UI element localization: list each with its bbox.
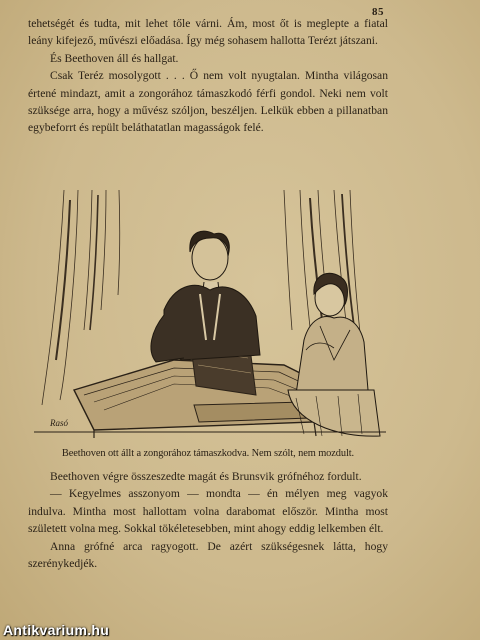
paragraph: Csak Teréz mosolygott . . . Ő nem volt nyugtalan. Mintha világosan értené mindazt, amit a zongorához támaszkodó férfi gondol. Neki nem volt szüksége arra, hogy a művész szóljon, beszéljen. Lelkük ebben a pillanatban egybeforrt és repült beláthatatlan magasságok felé.: [28, 69, 388, 135]
paragraph: És Beethoven áll és hallgat.: [50, 51, 179, 65]
bottom-text-block: [28, 468, 388, 572]
paragraph: tehetségét és tudta, mit lehet tőle várni. Ám, most őt is meglepte a fiatal leány kifejező, művészi előadása. Így még sohasem hallotta Terézt játszani.: [28, 17, 388, 48]
paragraph: Beethoven végre összeszedte magát és Brunsvik grófnéhoz fordult.: [50, 470, 362, 483]
beethoven-piano-illustration: [34, 190, 386, 440]
terez-figure: [288, 273, 380, 436]
paragraph: — Kegyelmes asszonyom — mondta — én mélyen meg vagyok indulva. Mintha most hallottam volna darabomat először. Mintha most született volna meg. Sokkal tökéletesebben, mint ahogy eddig lelkemben élt.: [28, 487, 388, 536]
page-number: 85: [372, 6, 384, 18]
curtain-left: [42, 190, 120, 405]
beethoven-figure: [151, 231, 260, 362]
illustration-caption: Beethoven ott állt a zongorához támaszkodva. Nem szólt, nem mozdult.: [61, 448, 355, 459]
top-text-block: [28, 15, 388, 137]
watermark: Antikvarium.hu: [3, 622, 110, 638]
paragraph: Anna grófné arca ragyogott. De azért szükségesnek látta, hogy szerénykedjék.: [28, 539, 388, 571]
artist-signature: Rasó: [50, 418, 68, 428]
